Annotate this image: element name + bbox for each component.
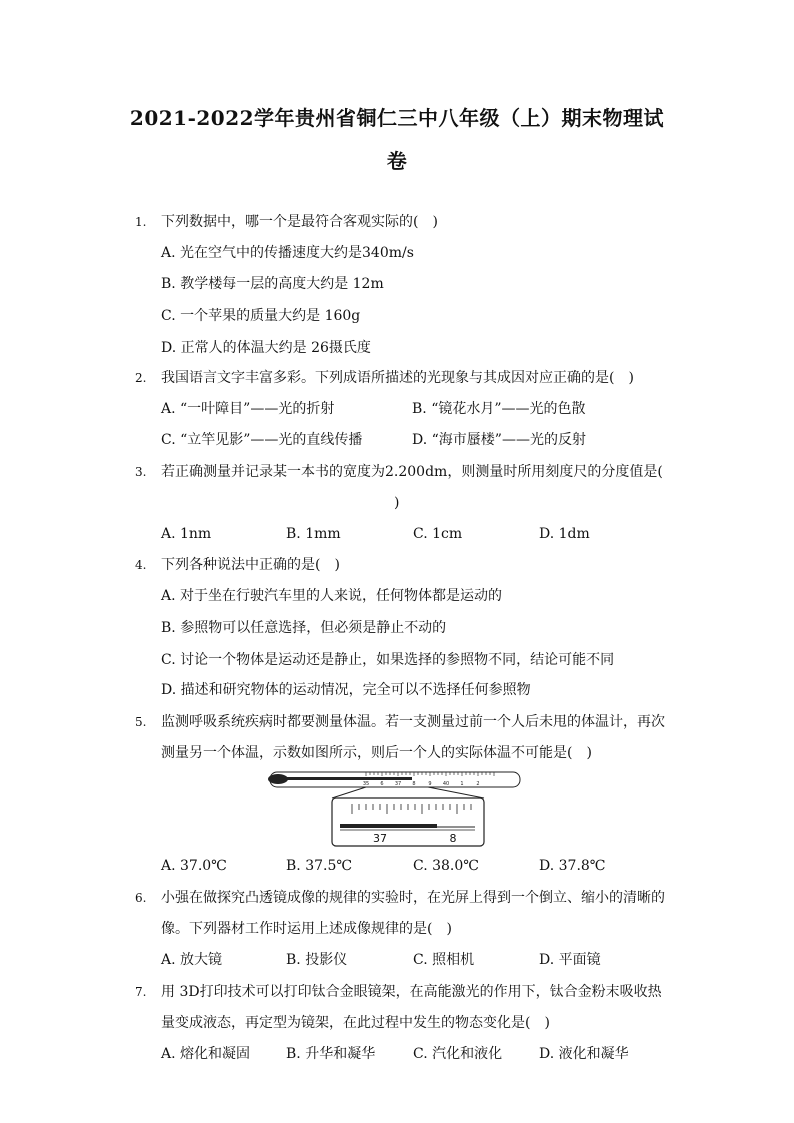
- scale-label-37: 37: [394, 781, 402, 787]
- question-5-option-b[interactable]: B. 37.5℃: [286, 858, 353, 874]
- exam-title: 2021-2022学年贵州省铜仁三中八年级（上）期末物理试: [129, 106, 665, 130]
- question-4-option-c[interactable]: C. 讨论一个物体是运动还是静止，如果选择的参照物不同，结论可能不同: [161, 652, 615, 668]
- question-6-option-c[interactable]: C. 照相机: [413, 952, 475, 968]
- question-5-option-a[interactable]: A. 37.0℃: [161, 858, 227, 874]
- question-2-number: 2.: [135, 371, 147, 385]
- scale-label-41: 1: [460, 781, 464, 787]
- question-2-option-b[interactable]: B. “镜花水月”——光的色散: [412, 401, 586, 417]
- question-7-text: 用 3D打印技术可以打印钛合金眼镜架，在高能激光的作用下，钛合金粉末吸收热: [161, 984, 662, 1000]
- scale-label-42: 2: [476, 781, 480, 787]
- question-1-text: 下列数据中，哪一个是最符合客观实际的( ): [161, 214, 438, 230]
- zoom-label-37: 37: [373, 832, 387, 845]
- question-1-option-b[interactable]: B. 教学楼每一层的高度大约是 12m: [161, 276, 384, 292]
- question-7-option-d[interactable]: D. 液化和凝华: [539, 1046, 629, 1062]
- zoom-mercury: [340, 824, 437, 828]
- thermometer-diagram: [262, 768, 522, 850]
- scale-label-40: 40: [442, 781, 450, 787]
- question-6-text-continued: 像。下列器材工作时运用上述成像规律的是( ): [161, 921, 452, 937]
- question-3-text-continued: ): [394, 495, 400, 511]
- question-5-text: 监测呼吸系统疾病时都要测量体温。若一支测量过前一个人后未甩的体温计，再次: [161, 714, 665, 730]
- question-7-text-continued: 量变成液态，再定型为镜架，在此过程中发生的物态变化是( ): [161, 1015, 550, 1031]
- question-6-text: 小强在做探究凸透镜成像的规律的实验时，在光屏上得到一个倒立、缩小的清晰的: [161, 890, 665, 906]
- question-3-number: 3.: [135, 465, 147, 479]
- question-6-option-a[interactable]: A. 放大镜: [161, 952, 223, 968]
- question-6-option-d[interactable]: D. 平面镜: [539, 952, 601, 968]
- zoom-connector-right: [428, 787, 484, 798]
- scale-label-36: 6: [380, 781, 384, 787]
- thermometer-scale-ticks: [366, 772, 494, 776]
- question-3-option-c[interactable]: C. 1cm: [413, 526, 463, 542]
- question-2-option-c[interactable]: C. “立竿见影”——光的直线传播: [161, 432, 363, 448]
- question-2-option-a[interactable]: A. “一叶障目”——光的折射: [161, 401, 335, 417]
- question-3-option-b[interactable]: B. 1mm: [286, 526, 341, 542]
- question-4-option-b[interactable]: B. 参照物可以任意选择，但必须是静止不动的: [161, 620, 447, 636]
- question-3-text: 若正确测量并记录某一本书的宽度为2.200dm，则测量时所用刻度尺的分度值是(: [161, 464, 663, 480]
- question-1-option-d[interactable]: D. 正常人的体温大约是 26摄氏度: [161, 340, 371, 356]
- question-5-option-c[interactable]: C. 38.0℃: [413, 858, 479, 874]
- question-2-text: 我国语言文字丰富多彩。下列成语所描述的光现象与其成因对应正确的是( ): [161, 370, 634, 386]
- question-4-number: 4.: [135, 558, 147, 572]
- question-7-option-b[interactable]: B. 升华和凝华: [286, 1046, 376, 1062]
- thermometer-figure: [262, 768, 522, 854]
- question-5-number: 5.: [135, 715, 147, 729]
- question-1-option-c[interactable]: C. 一个苹果的质量大约是 160g: [161, 308, 361, 324]
- question-2-option-d[interactable]: D. “海市蜃楼”——光的反射: [412, 432, 586, 448]
- question-1-option-a[interactable]: A. 光在空气中的传播速度大约是340m/s: [161, 245, 414, 261]
- scale-label-39: 9: [428, 781, 432, 787]
- question-1-number: 1.: [135, 215, 147, 229]
- exam-title-continued: 卷: [386, 149, 408, 173]
- question-7-number: 7.: [135, 985, 147, 999]
- thermometer-mercury: [282, 777, 412, 780]
- question-5-text-continued: 测量另一个体温，示数如图所示，则后一个人的实际体温不可能是( ): [161, 745, 592, 761]
- question-3-option-a[interactable]: A. 1nm: [161, 526, 212, 542]
- question-7-option-a[interactable]: A. 熔化和凝固: [161, 1046, 251, 1062]
- question-3-option-d[interactable]: D. 1dm: [539, 526, 590, 542]
- question-6-option-b[interactable]: B. 投影仪: [286, 952, 348, 968]
- question-6-number: 6.: [135, 891, 147, 905]
- question-5-option-d[interactable]: D. 37.8℃: [539, 858, 606, 874]
- question-7-option-c[interactable]: C. 汽化和液化: [413, 1046, 503, 1062]
- scale-label-38: 8: [412, 781, 416, 787]
- zoom-connector-left: [332, 787, 366, 798]
- zoom-label-38: 8: [449, 832, 457, 845]
- question-4-text: 下列各种说法中正确的是( ): [161, 557, 340, 573]
- scale-label-35: 35: [362, 781, 370, 787]
- question-4-option-a[interactable]: A. 对于坐在行驶汽车里的人来说，任何物体都是运动的: [161, 588, 503, 604]
- question-4-option-d[interactable]: D. 描述和研究物体的运动情况，完全可以不选择任何参照物: [161, 682, 531, 698]
